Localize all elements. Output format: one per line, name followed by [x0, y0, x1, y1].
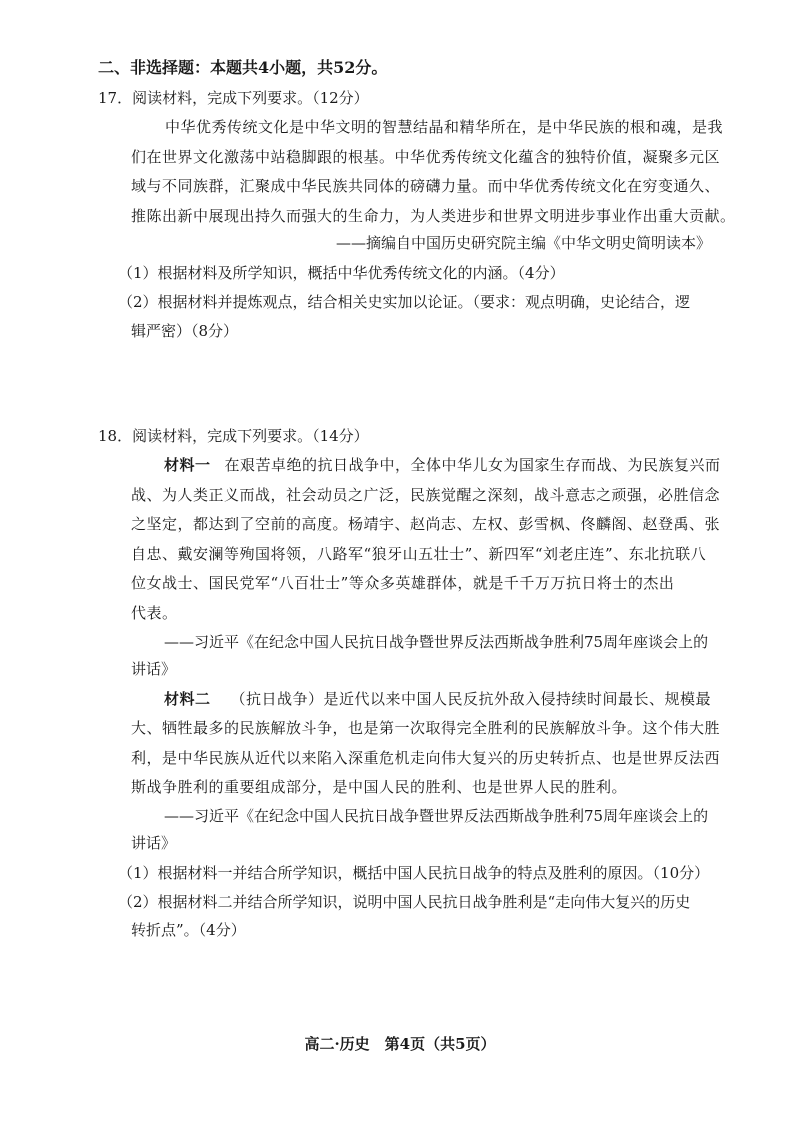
q18-material1-line: 战、为人类正义而战，社会动员之广泛，民族觉醒之深刻，战斗意志之顽强，必胜信念: [131, 486, 721, 504]
q17-subquestion-2-cont: 辑严密）（8分）: [131, 322, 239, 340]
q18-material2-first-line: [164, 689, 711, 709]
q17-source: ——摘编自中国历史研究院主编《中华文明史简明读本》: [336, 234, 712, 252]
q17-material-line: 中华优秀传统文化是中华文明的智慧结晶和精华所在，是中华民族的根和魂，是我: [165, 118, 724, 136]
q18-material1-line: 之坚定，都达到了空前的高度。杨靖宇、赵尚志、左权、彭雪枫、佟麟阁、赵登禹、张: [131, 515, 721, 533]
q17-subquestion-2: （2）根据材料并提炼观点，结合相关史实加以论证。（要求：观点明确，史论结合，逻: [118, 293, 691, 311]
q18-heading: 18．阅读材料，完成下列要求。（14分）: [98, 427, 369, 445]
material2-label: 材料二: [164, 690, 211, 708]
q18-source2: ——习近平《在纪念中国人民抗日战争暨世界反法西斯战争胜利75周年座谈会上的: [164, 807, 709, 825]
q17-material-line: 推陈出新中展现出持久而强大的生命力，为人类进步和世界文明进步事业作出重大贡献。: [131, 207, 736, 225]
q18-material2-line: 利，是中华民族从近代以来陷入深重危机走向伟大复兴的历史转折点、也是世界反法西: [131, 749, 721, 767]
q18-source1-cont: 讲话》: [131, 660, 177, 678]
q18-material2-line: 斯战争胜利的重要组成部分，是中国人民的胜利、也是世界人民的胜利。: [131, 778, 628, 796]
q18-material1-line: 位女战士、国民党军“八百壮士”等众多英雄群体，就是千千万万抗日将士的杰出: [131, 574, 675, 592]
q18-source1: ——习近平《在纪念中国人民抗日战争暨世界反法西斯战争胜利75周年座谈会上的: [164, 633, 709, 651]
material1-label: 材料一: [164, 456, 211, 474]
q18-subquestion-2: （2）根据材料二并结合所学知识，说明中国人民抗日战争胜利是“走向伟大复兴的历史: [118, 893, 691, 911]
q17-material-line: 们在世界文化激荡中站稳脚跟的根基。中华优秀传统文化蕴含的独特价值，凝聚多元区: [131, 148, 721, 166]
q18-material1-line: 代表。: [131, 604, 178, 622]
q18-material2-line: 大、牺牲最多的民族解放斗争，也是第一次取得完全胜利的民族解放斗争。这个伟大胜: [131, 719, 721, 737]
q18-subquestion-1: （1）根据材料一并结合所学知识，概括中国人民抗日战争的特点及胜利的原因。（10分）: [118, 864, 710, 882]
q17-heading: 17．阅读材料，完成下列要求。（12分）: [98, 89, 369, 107]
q18-material1-line: 自忠、戴安澜等殉国将领，八路军“狼牙山五壮士”、新四军“刘老庄连”、东北抗联八: [131, 545, 707, 563]
q17-material-line: 域与不同族群，汇聚成中华民族共同体的磅礴力量。而中华优秀传统文化在穷变通久、: [131, 177, 721, 195]
q17-subquestion-1: （1）根据材料及所学知识，概括中华优秀传统文化的内涵。（4分）: [118, 264, 565, 282]
material2-text: （抗日战争）是近代以来中国人民反抗外敌入侵持续时间最长、规模最: [230, 690, 712, 708]
page-footer: 高二·历史 第4页（共5页）: [304, 1035, 496, 1053]
q18-material1-first-line: [164, 455, 721, 475]
section-title: 二、非选择题：本题共4小题，共52分。: [98, 58, 388, 77]
q18-subquestion-2-cont: 转折点”。（4分）: [131, 921, 246, 939]
q18-source2-cont: 讲话》: [131, 834, 177, 852]
material1-text: 在艰苦卓绝的抗日战争中，全体中华儿女为国家生存而战、为民族复兴而: [224, 456, 721, 474]
